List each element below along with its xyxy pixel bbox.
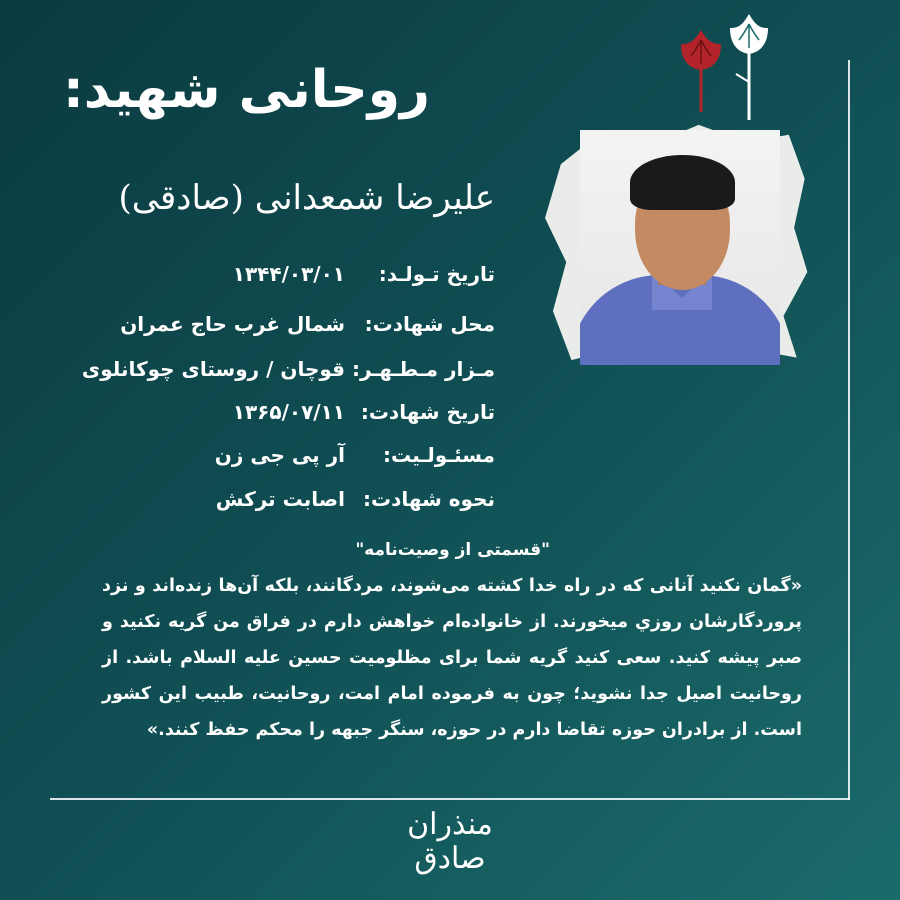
info-label: مسئـولـیت: — [383, 443, 495, 467]
info-label: تاریخ تـولـد: — [378, 262, 495, 286]
info-value: قوچان / روستای چوکانلوی — [81, 357, 345, 381]
info-value: آر پی جی زن — [214, 443, 345, 467]
will-excerpt-text: «گمان نکنید آنانی که در راه خدا کشته می‌شوند، مردگانند، بلکه آن‌ها زنده‌اند و نزد پروردگارشان روزي میخورند. از خانواده‌ام خواهش دارم در فراق من گریه نکنید و صبر پیشه کنید. سعی کنید گریه شما برای مظلومیت حسین علیه السلام باشد. از روحانیت اصیل جدا نشوید؛ چون به فرموده امام امت، روحانیت، طبیب این کشور است. از برادران حوزه تقاضا دارم در حوزه، سنگر جبهه را محکم حفظ کنند.» — [102, 576, 802, 740]
info-value: اصابت ترکش — [215, 487, 345, 511]
info-label: تاریخ شهادت: — [360, 400, 495, 424]
frame-vertical-line — [848, 60, 850, 800]
info-value: ۱۳۶۵/۰۷/۱۱ — [232, 400, 345, 424]
will-excerpt-title: "قسمتی از وصیت‌نامه" — [355, 540, 550, 560]
portrait — [545, 120, 810, 365]
info-value: شمال غرب حاج عمران — [120, 312, 345, 336]
monzeran-sadegh-logo — [405, 808, 495, 888]
portrait-photo — [580, 130, 780, 365]
info-label: مـزار مـطـهـر: — [351, 357, 495, 381]
info-value: ۱۳۴۴/۰۳/۰۱ — [232, 262, 345, 286]
frame-horizontal-line — [50, 798, 850, 800]
page-title: روحانی شهید: — [62, 60, 430, 120]
martyr-name: علیرضا شمعدانی (صادقی) — [118, 178, 495, 218]
logo-line-1: منذران — [407, 807, 493, 842]
white-tulip-icon — [722, 12, 777, 122]
info-label: نحوه شهادت: — [363, 487, 495, 511]
logo-line-2: صادق — [414, 841, 486, 876]
red-tulip-icon — [675, 28, 727, 113]
info-label: محل شهادت: — [364, 312, 495, 336]
